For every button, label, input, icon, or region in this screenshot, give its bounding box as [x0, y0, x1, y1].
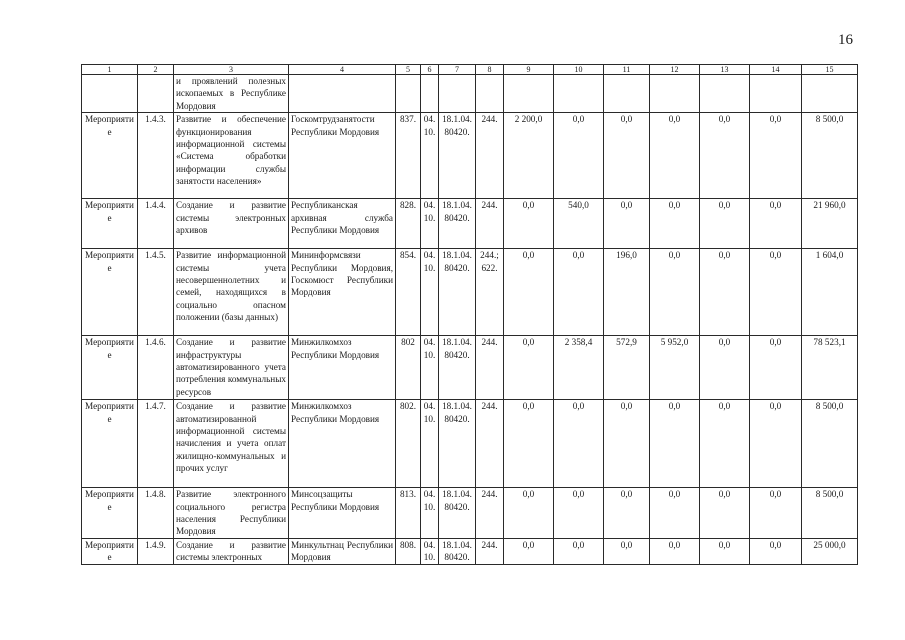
budget-rz-code: 04. 10. — [421, 113, 439, 199]
table-row — [82, 113, 858, 199]
funding-value: 0,0 — [604, 400, 650, 488]
funding-total-value: 25 000,0 — [802, 538, 858, 564]
budget-grbs-code: 837. — [396, 113, 421, 199]
measure-type: Мероприятие — [82, 113, 138, 199]
funding-value: 0,0 — [750, 400, 802, 488]
funding-value: 0,0 — [750, 488, 802, 539]
budget-grbs-code — [396, 75, 421, 113]
funding-value: 0,0 — [700, 400, 750, 488]
funding-value: 0,0 — [700, 249, 750, 336]
funding-value: 0,0 — [650, 199, 700, 249]
budget-csr-code: 18.1.04. 80420. — [439, 488, 476, 539]
column-number: 10 — [554, 65, 604, 75]
responsible-executor: Минжилкомхоз Республики Мордовия — [289, 336, 396, 400]
funding-value: 196,0 — [604, 249, 650, 336]
funding-total-value: 8 500,0 — [802, 400, 858, 488]
measure-type: Мероприятие — [82, 538, 138, 564]
budget-csr-code: 18.1.04. 80420. — [439, 113, 476, 199]
funding-value: 0,0 — [504, 249, 554, 336]
budget-rz-code: 04. 10. — [421, 538, 439, 564]
funding-value: 0,0 — [750, 199, 802, 249]
funding-value: 5 952,0 — [650, 336, 700, 400]
funding-value: 0,0 — [700, 488, 750, 539]
funding-value: 572,9 — [604, 336, 650, 400]
funding-value: 0,0 — [700, 538, 750, 564]
funding-value: 0,0 — [750, 113, 802, 199]
table-row — [82, 400, 858, 488]
funding-value: 540,0 — [554, 199, 604, 249]
funding-value: 2 200,0 — [504, 113, 554, 199]
funding-value: 0,0 — [604, 538, 650, 564]
measure-code: 1.4.8. — [138, 488, 174, 539]
measure-type: Мероприятие — [82, 249, 138, 336]
column-number: 12 — [650, 65, 700, 75]
measure-type: Мероприятие — [82, 400, 138, 488]
budget-vr-code: 244.; 622. — [476, 249, 504, 336]
measure-code: 1.4.9. — [138, 538, 174, 564]
table-row — [82, 538, 858, 564]
table-row — [82, 75, 858, 113]
funding-value: 0,0 — [650, 249, 700, 336]
funding-value: 0,0 — [700, 113, 750, 199]
funding-total-value: 21 960,0 — [802, 199, 858, 249]
budget-rz-code: 04. 10. — [421, 488, 439, 539]
measure-name: Развитие и обеспечение функционирования информационной системы «Система обработки информации службы занятости населения» — [174, 113, 289, 199]
funding-value: 0,0 — [504, 538, 554, 564]
funding-value: 0,0 — [650, 488, 700, 539]
budget-rz-code: 04. 10. — [421, 249, 439, 336]
budget-vr-code: 244. — [476, 113, 504, 199]
column-number: 1 — [82, 65, 138, 75]
budget-rz-code — [421, 75, 439, 113]
funding-value — [504, 75, 554, 113]
budget-vr-code: 244. — [476, 336, 504, 400]
column-number-row — [82, 65, 858, 75]
funding-value: 0,0 — [700, 336, 750, 400]
funding-total-value — [802, 75, 858, 113]
column-number: 15 — [802, 65, 858, 75]
measure-name: Создание и развитие системы электронных архивов — [174, 199, 289, 249]
responsible-executor: Минжилкомхоз Республики Мордовия — [289, 400, 396, 488]
measure-code: 1.4.7. — [138, 400, 174, 488]
budget-csr-code: 18.1.04. 80420. — [439, 249, 476, 336]
budget-grbs-code: 854. — [396, 249, 421, 336]
measure-name: Развитие электронного социального регистра населения Республики Мордовия — [174, 488, 289, 539]
measure-type: Мероприятие — [82, 336, 138, 400]
measure-name: и проявлений полезных ископаемых в Республике Мордовия — [174, 75, 289, 113]
budget-csr-code: 18.1.04. 80420. — [439, 400, 476, 488]
column-number: 5 — [396, 65, 421, 75]
funding-value: 0,0 — [554, 488, 604, 539]
column-number: 6 — [421, 65, 439, 75]
budget-vr-code — [476, 75, 504, 113]
responsible-executor: Минсоцзащиты Республики Мордовия — [289, 488, 396, 539]
funding-total-value: 8 500,0 — [802, 113, 858, 199]
funding-value: 0,0 — [650, 538, 700, 564]
responsible-executor: Минкультнац Республики Мордовия — [289, 538, 396, 564]
column-number: 9 — [504, 65, 554, 75]
funding-value: 0,0 — [604, 488, 650, 539]
column-number: 8 — [476, 65, 504, 75]
funding-total-value: 8 500,0 — [802, 488, 858, 539]
program-measures-table — [81, 64, 858, 565]
funding-value: 0,0 — [554, 400, 604, 488]
budget-csr-code: 18.1.04. 80420. — [439, 199, 476, 249]
funding-value: 0,0 — [750, 249, 802, 336]
funding-value: 0,0 — [504, 400, 554, 488]
budget-vr-code: 244. — [476, 488, 504, 539]
table-row — [82, 249, 858, 336]
measure-type: Мероприятие — [82, 488, 138, 539]
funding-value: 0,0 — [504, 488, 554, 539]
table-row — [82, 488, 858, 539]
measure-name: Создание и развитие системы электронных — [174, 538, 289, 564]
budget-vr-code: 244. — [476, 538, 504, 564]
column-number: 7 — [439, 65, 476, 75]
funding-value: 0,0 — [554, 113, 604, 199]
measure-name: Развитие информационной системы учета несовершеннолетних и семей, находящихся в социально опасном положении (базы данных) — [174, 249, 289, 336]
funding-value: 0,0 — [604, 113, 650, 199]
funding-value: 0,0 — [650, 400, 700, 488]
funding-value — [604, 75, 650, 113]
funding-value — [554, 75, 604, 113]
budget-csr-code — [439, 75, 476, 113]
measure-code: 1.4.3. — [138, 113, 174, 199]
budget-grbs-code: 813. — [396, 488, 421, 539]
column-number: 11 — [604, 65, 650, 75]
table-row — [82, 199, 858, 249]
budget-rz-code: 04. 10. — [421, 400, 439, 488]
table-row — [82, 336, 858, 400]
column-number: 2 — [138, 65, 174, 75]
budget-grbs-code: 828. — [396, 199, 421, 249]
responsible-executor: Республиканская архивная служба Республики Мордовия — [289, 199, 396, 249]
column-number: 13 — [700, 65, 750, 75]
budget-csr-code: 18.1.04. 80420. — [439, 336, 476, 400]
budget-vr-code: 244. — [476, 400, 504, 488]
responsible-executor — [289, 75, 396, 113]
measure-code: 1.4.4. — [138, 199, 174, 249]
responsible-executor: Мининформсвязи Республики Мордовия, Госкомюст Республики Мордовия — [289, 249, 396, 336]
funding-value — [700, 75, 750, 113]
funding-value: 0,0 — [604, 199, 650, 249]
funding-value: 0,0 — [504, 336, 554, 400]
budget-grbs-code: 802. — [396, 400, 421, 488]
funding-value — [650, 75, 700, 113]
measure-code: 1.4.6. — [138, 336, 174, 400]
budget-rz-code: 04. 10. — [421, 336, 439, 400]
funding-value: 0,0 — [750, 336, 802, 400]
measure-name: Создание и развитие инфраструктуры автоматизированного учета потребления коммунальных ресурсов — [174, 336, 289, 400]
measure-type — [82, 75, 138, 113]
funding-value: 0,0 — [650, 113, 700, 199]
budget-grbs-code: 802 — [396, 336, 421, 400]
page-number: 16 — [838, 32, 853, 48]
funding-value: 0,0 — [700, 199, 750, 249]
measure-type: Мероприятие — [82, 199, 138, 249]
funding-value — [750, 75, 802, 113]
budget-grbs-code: 808. — [396, 538, 421, 564]
budget-csr-code: 18.1.04. 80420. — [439, 538, 476, 564]
funding-total-value: 1 604,0 — [802, 249, 858, 336]
column-number: 4 — [289, 65, 396, 75]
budget-vr-code: 244. — [476, 199, 504, 249]
column-number: 3 — [174, 65, 289, 75]
measure-code — [138, 75, 174, 113]
column-number: 14 — [750, 65, 802, 75]
measure-name: Создание и развитие автоматизированной информационной системы начисления и учета оплат жилищно-коммунальных и прочих услуг — [174, 400, 289, 488]
funding-value: 0,0 — [504, 199, 554, 249]
funding-value: 0,0 — [554, 249, 604, 336]
budget-rz-code: 04. 10. — [421, 199, 439, 249]
funding-value: 2 358,4 — [554, 336, 604, 400]
measure-code: 1.4.5. — [138, 249, 174, 336]
funding-value: 0,0 — [750, 538, 802, 564]
responsible-executor: Госкомтрудзанятости Республики Мордовия — [289, 113, 396, 199]
funding-total-value: 78 523,1 — [802, 336, 858, 400]
funding-value: 0,0 — [554, 538, 604, 564]
